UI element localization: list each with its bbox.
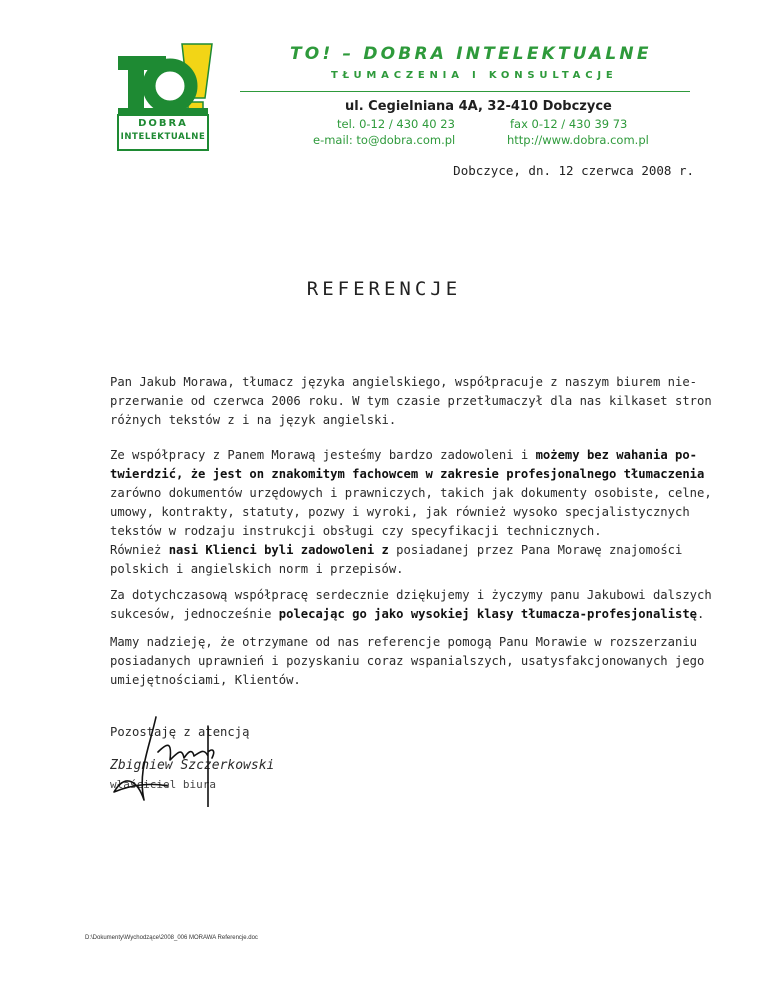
closing-phrase: Pozostaję z atencją	[110, 725, 250, 739]
paragraph-4	[110, 586, 712, 624]
logo-line2: INTELEKTUALNE	[120, 132, 206, 142]
paragraph-line: umiejętnościami, Klientów.	[110, 673, 301, 687]
paragraph-line	[110, 446, 698, 465]
paragraph-1	[110, 373, 712, 430]
phone-number: tel. 0-12 / 430 40 23	[337, 117, 455, 131]
bold-text-run: możemy bez wahania po-	[535, 448, 698, 462]
paragraph-line: zarówno dokumentów urzędowych i prawniczych, takich jak dokumenty osobiste, celne,	[110, 486, 712, 500]
paragraph-line: tekstów w rodzaju instrukcji obsługi czy specyfikacji technicznych.	[110, 524, 602, 538]
paragraph-5	[110, 633, 705, 690]
paragraph-3	[110, 541, 695, 579]
text-run: sukcesów, jednocześnie	[110, 607, 279, 621]
paragraph-line: Pan Jakub Morawa, tłumacz języka angielskiego, współpracuje z naszym biurem nie-	[110, 375, 697, 389]
paragraph-line: przerwanie od czerwca 2006 roku. W tym czasie przetłumaczył dla nas kilkaset stron	[110, 394, 712, 408]
paragraph-line: twierdzić, że jest on znakomitym fachowcem w zakresie profesjonalnego tłumaczenia	[110, 467, 705, 481]
bold-text-run: nasi Klienci byli zadowoleni z	[168, 543, 389, 557]
paragraph-2	[110, 446, 712, 541]
header-divider	[240, 91, 690, 92]
text-run: posiadanej przez Pana Morawę znajomości	[388, 543, 683, 557]
letter-date: Dobczyce, dn. 12 czerwca 2008 r.	[453, 163, 694, 178]
paragraph-line	[110, 605, 705, 624]
handwritten-signature	[108, 712, 228, 807]
paragraph-line: Za dotychczasową współpracę serdecznie dziękujemy i życzymy panu Jakubowi dalszych	[110, 588, 712, 602]
website-address: http://www.dobra.com.pl	[507, 133, 649, 147]
signer-role: właściciel biura	[110, 778, 216, 791]
text-run: Ze współpracy z Panem Morawą jesteśmy bardzo zadowoleni i	[110, 448, 536, 462]
company-logo	[108, 42, 218, 152]
company-tagline: TŁUMACZENIA I KONSULTACJE	[331, 70, 618, 81]
paragraph-line: umowy, kontrakty, statuty, pozwy i wyroki, jak również wysoko specjalistycznych	[110, 505, 690, 519]
bold-text-run: polecając go jako wysokiej klasy tłumacza-profesjonalistę	[278, 607, 698, 621]
logo-line1: DOBRA	[138, 118, 188, 129]
company-name: TO! – DOBRA INTELEKTUALNE	[290, 44, 652, 64]
text-run: .	[697, 607, 705, 621]
signer-name: Zbigniew Szczerkowski	[110, 758, 275, 773]
paragraph-line	[110, 541, 695, 560]
text-run: Również	[110, 543, 169, 557]
file-path-footer: D:\Dokumenty\Wychodzące\2008_006 MORAWA Referencje.doc	[85, 935, 258, 941]
email-address: e-mail: to@dobra.com.pl	[313, 133, 456, 147]
paragraph-line: polskich i angielskich norm i przepisów.	[110, 562, 404, 576]
company-address: ul. Cegielniana 4A, 32-410 Dobczyce	[345, 99, 612, 114]
paragraph-line: Mamy nadzieję, że otrzymane od nas referencje pomogą Panu Morawie w rozszerzaniu	[110, 635, 697, 649]
paragraph-line: posiadanych uprawnień i pozyskaniu coraz wspanialszych, usatysfakcjonowanych jego	[110, 654, 705, 668]
paragraph-line: różnych tekstów z i na język angielski.	[110, 413, 397, 427]
fax-number: fax 0-12 / 430 39 73	[510, 117, 628, 131]
letter-title: REFERENCJE	[306, 278, 462, 300]
